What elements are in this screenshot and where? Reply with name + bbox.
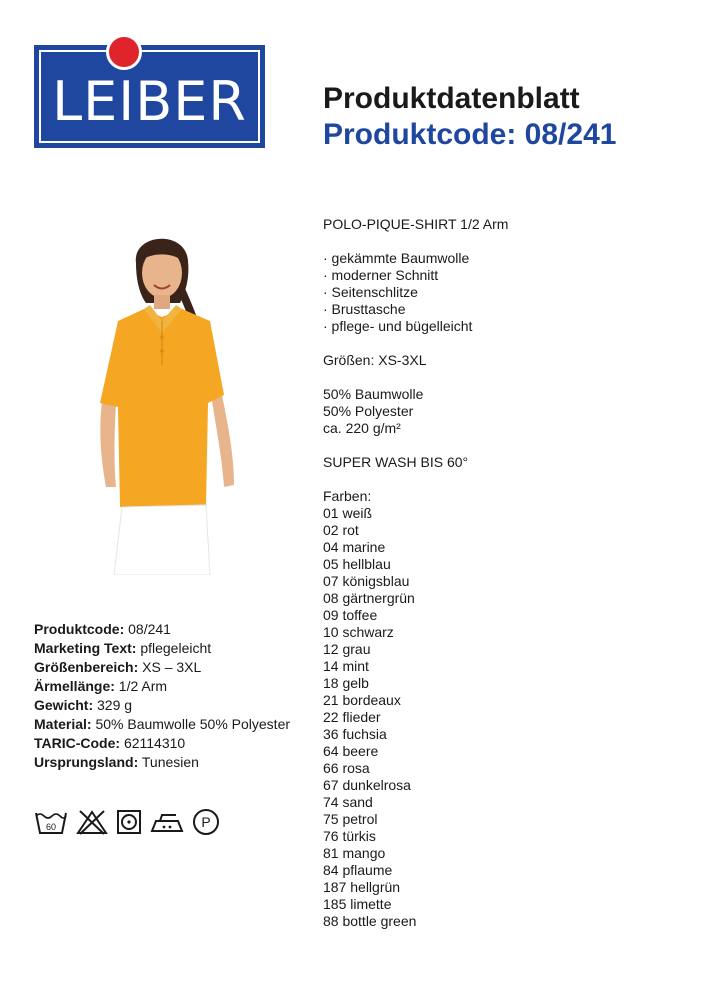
spec-key: Größenbereich: xyxy=(34,659,139,675)
color-item: 05 hellblau xyxy=(323,556,391,572)
wash-text: SUPER WASH BIS 60° xyxy=(323,454,469,470)
dry-clean-p-icon xyxy=(192,808,220,836)
feature-item: · Brusttasche xyxy=(323,301,406,317)
spec-key: Ursprungsland: xyxy=(34,754,139,770)
product-photo xyxy=(88,225,240,575)
color-item: 02 rot xyxy=(323,522,359,538)
color-list xyxy=(323,505,508,930)
material-line: 50% Polyester xyxy=(323,403,414,419)
material-line: 50% Baumwolle xyxy=(323,386,424,402)
spec-row xyxy=(34,639,290,658)
spec-row xyxy=(34,734,290,753)
spec-row xyxy=(34,753,290,772)
feature-item: · pflege- und bügelleicht xyxy=(323,318,473,334)
color-item: 12 grau xyxy=(323,641,371,657)
feature-item: · Seitenschlitze xyxy=(323,284,418,300)
color-item: 14 mint xyxy=(323,658,369,674)
material-line: ca. 220 g/m² xyxy=(323,420,401,436)
spec-key: Material: xyxy=(34,716,92,732)
spec-key: Ärmellänge: xyxy=(34,678,115,694)
spec-row xyxy=(34,620,290,639)
color-item: 09 toffee xyxy=(323,607,378,623)
sizes-text: Größen: XS-3XL xyxy=(323,352,427,368)
logo-red-dot xyxy=(106,34,142,70)
color-item: 10 schwarz xyxy=(323,624,394,640)
brand-logo xyxy=(34,34,265,148)
spec-key: Marketing Text: xyxy=(34,640,137,656)
feature-item: · moderner Schnitt xyxy=(323,267,439,283)
spec-row xyxy=(34,658,290,677)
iron-icon xyxy=(150,809,184,835)
color-item: 185 limette xyxy=(323,896,392,912)
color-item: 22 flieder xyxy=(323,709,381,725)
color-item: 74 sand xyxy=(323,794,373,810)
color-item: 88 bottle green xyxy=(323,913,417,929)
tumble-dry-icon xyxy=(116,809,142,835)
spec-value: XS – 3XL xyxy=(138,659,202,675)
spec-value: 62114310 xyxy=(120,735,186,751)
no-bleach-icon xyxy=(76,809,108,835)
product-code-heading: Produktcode: 08/241 xyxy=(323,118,617,151)
spec-value: 08/241 xyxy=(124,621,171,637)
spec-value: 50% Baumwolle 50% Polyester xyxy=(91,716,291,732)
product-description xyxy=(323,216,508,930)
wash-60-icon xyxy=(34,809,68,835)
page-title: Produktdatenblatt xyxy=(323,82,580,115)
spec-row xyxy=(34,677,290,696)
color-item: 75 petrol xyxy=(323,811,378,827)
spec-value: 329 g xyxy=(93,697,133,713)
logo-text: LEIBER xyxy=(52,70,247,133)
spec-list xyxy=(34,620,290,772)
spec-key: TARIC-Code: xyxy=(34,735,121,751)
color-item: 187 hellgrün xyxy=(323,879,401,895)
color-item: 76 türkis xyxy=(323,828,376,844)
color-item: 66 rosa xyxy=(323,760,370,776)
color-item: 01 weiß xyxy=(323,505,373,521)
color-item: 18 gelb xyxy=(323,675,369,691)
color-item: 67 dunkelrosa xyxy=(323,777,411,793)
colors-label: Farben: xyxy=(323,488,372,504)
product-name: POLO-PIQUE-SHIRT 1/2 Arm xyxy=(323,216,509,232)
dry-clean-letter: P xyxy=(201,814,211,830)
spec-key: Produktcode: xyxy=(34,621,125,637)
feature-item: · gekämmte Baumwolle xyxy=(323,250,470,266)
spec-value: Tunesien xyxy=(138,754,199,770)
color-item: 21 bordeaux xyxy=(323,692,401,708)
color-item: 64 beere xyxy=(323,743,379,759)
care-symbols xyxy=(34,808,220,836)
color-item: 84 pflaume xyxy=(323,862,393,878)
spec-value: pflegeleicht xyxy=(136,640,212,656)
color-item: 81 mango xyxy=(323,845,386,861)
color-item: 07 königsblau xyxy=(323,573,410,589)
spec-row xyxy=(34,715,290,734)
color-item: 36 fuchsia xyxy=(323,726,387,742)
spec-value: 1/2 Arm xyxy=(114,678,168,694)
spec-row xyxy=(34,696,290,715)
wash-temp-label: 60 xyxy=(45,822,57,832)
color-item: 08 gärtnergrün xyxy=(323,590,415,606)
color-item: 04 marine xyxy=(323,539,386,555)
spec-key: Gewicht: xyxy=(34,697,94,713)
logo-background xyxy=(34,45,265,148)
